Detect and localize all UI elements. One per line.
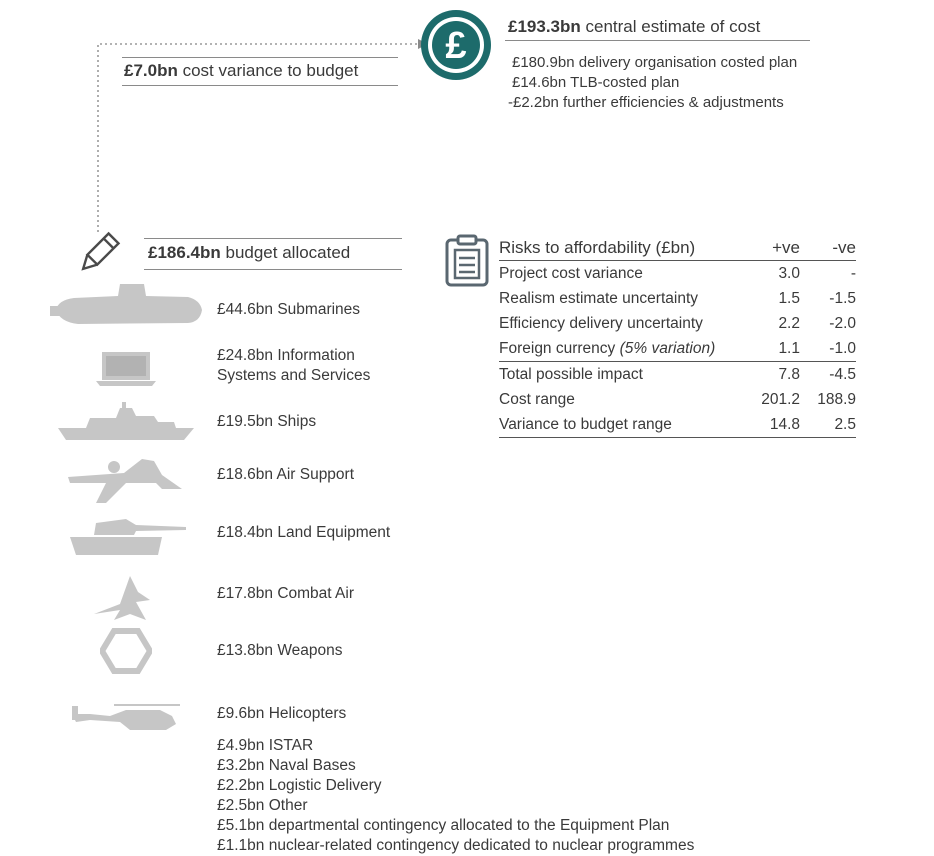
list-item: £5.1bn departmental contingency allocated to the Equipment Plan bbox=[217, 817, 670, 834]
hexagon-icon bbox=[100, 628, 152, 674]
risk-negative: 2.5 bbox=[800, 412, 856, 438]
risk-positive: 1.1 bbox=[778, 339, 800, 357]
table-row bbox=[499, 261, 856, 287]
risk-positive: 201.2 bbox=[761, 390, 800, 408]
risk-note: (5% variation) bbox=[619, 339, 716, 357]
central-estimate-heading bbox=[508, 17, 760, 37]
central-estimate-value: £193.3bn bbox=[508, 17, 581, 36]
risk-positive: 3.0 bbox=[778, 264, 800, 282]
risks-header-row bbox=[499, 236, 856, 261]
risk-label: Project cost variance bbox=[499, 264, 643, 282]
category-label-submarines: £44.6bn Submarines bbox=[217, 301, 361, 318]
list-item: £1.1bn nuclear-related contingency dedicated to nuclear programmes bbox=[217, 837, 695, 854]
budget-heading bbox=[148, 243, 350, 263]
risk-label: Variance to budget range bbox=[499, 412, 750, 438]
risk-label: Cost range bbox=[499, 390, 575, 408]
category-label-ships: £19.5bn Ships bbox=[217, 413, 317, 430]
risk-negative: -2.0 bbox=[829, 314, 856, 332]
other-items-list bbox=[217, 736, 694, 856]
list-item: £4.9bn ISTAR bbox=[217, 737, 314, 754]
risks-col-positive: +ve bbox=[750, 236, 800, 261]
pencil-icon bbox=[74, 230, 122, 278]
risk-label: Efficiency delivery uncertainty bbox=[499, 314, 703, 332]
central-item: -£2.2bn further efficiencies & adjustments bbox=[508, 94, 784, 111]
risk-negative: 188.9 bbox=[817, 390, 856, 408]
risk-positive: 2.2 bbox=[778, 314, 800, 332]
risk-positive: 1.5 bbox=[778, 289, 800, 307]
category-label-land-equipment: £18.4bn Land Equipment bbox=[217, 524, 391, 541]
ship-icon bbox=[56, 402, 196, 442]
table-row bbox=[499, 311, 856, 336]
table-row bbox=[499, 336, 856, 362]
variance-bottom-rule bbox=[122, 85, 398, 86]
risk-positive: 7.8 bbox=[750, 362, 800, 388]
submarine-icon bbox=[48, 280, 208, 328]
risk-label-cell bbox=[499, 336, 750, 362]
category-label-air-support: £18.6bn Air Support bbox=[217, 466, 355, 483]
central-rule bbox=[505, 40, 810, 41]
category-label-combat-air: £17.8bn Combat Air bbox=[217, 585, 355, 602]
risk-label: Realism estimate uncertainty bbox=[499, 289, 698, 307]
risks-title: Risks to affordability (£bn) bbox=[499, 236, 750, 261]
risk-negative: -1.5 bbox=[829, 289, 856, 307]
variance-label: cost variance to budget bbox=[177, 61, 359, 80]
list-item: £2.5bn Other bbox=[217, 797, 308, 814]
risk-negative: -4.5 bbox=[800, 362, 856, 388]
risks-col-negative: -ve bbox=[800, 236, 856, 261]
jet-icon bbox=[90, 574, 160, 624]
category-label-information-systems: £24.8bn Information Systems and Services bbox=[217, 347, 371, 384]
risk-label: Total possible impact bbox=[499, 362, 750, 388]
laptop-icon bbox=[96, 350, 156, 388]
risk-negative: -1.0 bbox=[829, 339, 856, 357]
budget-top-rule bbox=[144, 238, 402, 239]
central-items bbox=[508, 53, 797, 113]
budget-label: budget allocated bbox=[220, 243, 351, 262]
budget-value: £186.4bn bbox=[148, 243, 221, 262]
helicopter-icon bbox=[70, 700, 182, 736]
budget-bottom-rule bbox=[144, 269, 402, 270]
category-label-weapons: £13.8bn Weapons bbox=[217, 642, 343, 659]
central-item: £14.6bn TLB-costed plan bbox=[512, 74, 680, 91]
table-row bbox=[499, 412, 856, 438]
table-row bbox=[499, 286, 856, 311]
clipboard-icon bbox=[444, 234, 490, 288]
list-item: £3.2bn Naval Bases bbox=[217, 757, 356, 774]
list-item: £2.2bn Logistic Delivery bbox=[217, 777, 382, 794]
variance-value: £7.0bn bbox=[124, 61, 178, 80]
category-label-helicopters: £9.6bn Helicopters bbox=[217, 705, 347, 722]
tank-icon bbox=[66, 513, 188, 557]
central-item: £180.9bn delivery organisation costed plan bbox=[512, 54, 798, 71]
svg-text:£: £ bbox=[445, 25, 467, 67]
variance-heading bbox=[124, 61, 358, 81]
variance-top-rule bbox=[122, 57, 398, 58]
table-row bbox=[499, 362, 856, 388]
pound-coin-icon bbox=[418, 7, 494, 83]
risks-table bbox=[499, 236, 856, 438]
aircraft-icon bbox=[66, 455, 186, 505]
table-row bbox=[499, 387, 856, 412]
risk-positive: 14.8 bbox=[750, 412, 800, 438]
risk-label: Foreign currency bbox=[499, 339, 620, 357]
central-estimate-label: central estimate of cost bbox=[580, 17, 761, 36]
risk-negative: - bbox=[850, 264, 856, 282]
